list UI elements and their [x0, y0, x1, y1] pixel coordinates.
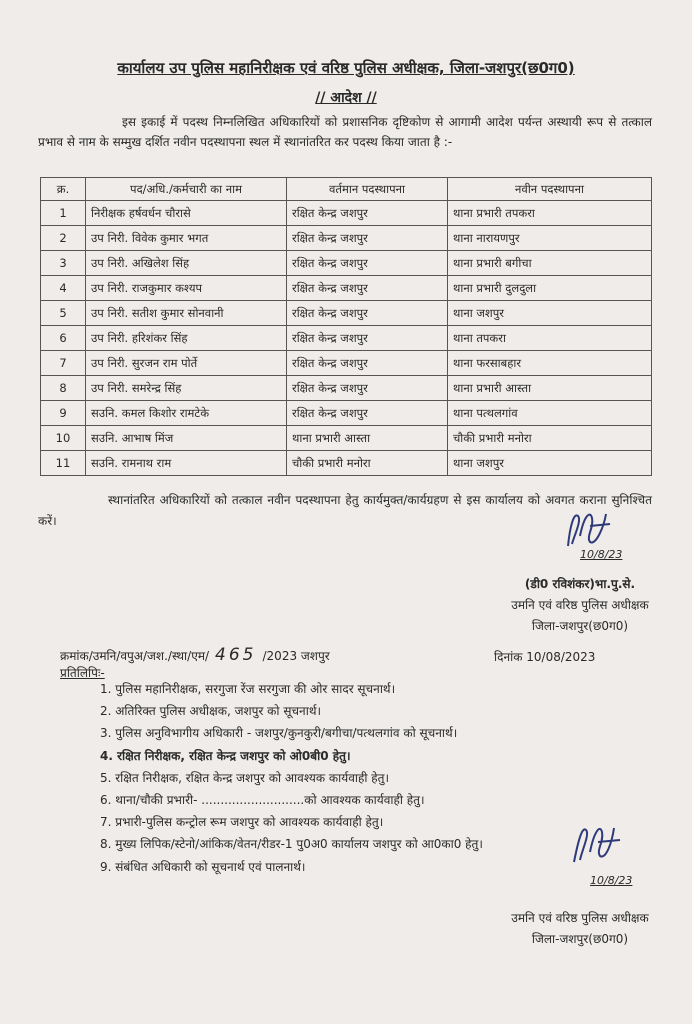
row-sn: 9 — [41, 401, 86, 426]
row-sn: 5 — [41, 301, 86, 326]
row-new: थाना नारायणपुर — [448, 226, 652, 251]
reference-number: 465 — [215, 645, 257, 665]
transfer-table — [40, 177, 652, 476]
row-current: रक्षित केन्द्र जशपुर — [287, 226, 448, 251]
copy-to-list — [80, 678, 600, 878]
order-date: दिनांक 10/08/2023 — [494, 650, 596, 664]
row-new: थाना पत्थलगांव — [448, 401, 652, 426]
signature-date: 10/8/23 — [580, 548, 623, 561]
officer-block — [480, 908, 680, 950]
row-sn: 11 — [41, 451, 86, 476]
row-name: निरीक्षक हर्षवर्धन चौरासे — [86, 201, 287, 226]
row-name: उप निरी. हरिशंकर सिंह — [86, 326, 287, 351]
row-name: सउनि. आभाष मिंज — [86, 426, 287, 451]
officer-name: (डी0 रविशंकर)भा.पु.से. — [524, 577, 636, 591]
header-name: पद/अधि./कर्मचारी का नाम — [86, 178, 287, 201]
table-row — [41, 226, 652, 251]
signature-mark — [568, 820, 638, 868]
table-row — [41, 326, 652, 351]
order-title: // आदेश // — [315, 90, 377, 106]
row-new: थाना जशपुर — [448, 451, 652, 476]
row-current: रक्षित केन्द्र जशपुर — [287, 401, 448, 426]
table-header-row — [41, 178, 652, 201]
row-new: थाना प्रभारी तपकरा — [448, 201, 652, 226]
row-name: उप निरी. सतीश कुमार सोनवानी — [86, 301, 287, 326]
reference-line — [60, 645, 330, 665]
row-name: उप निरी. समरेन्द्र सिंह — [86, 376, 287, 401]
table-row — [41, 301, 652, 326]
intro-paragraph: इस इकाई में पदस्थ निम्नलिखित अधिकारियों को प्रशासनिक दृष्टिकोण से आगामी आदेश पर्यन्त अस्थायी रूप से तत्काल प्रभाव से नाम के सम्मुख दर्शित नवीन पदस्थापना स्थल में स्थानांतरित कर पदस्थ किया जाता है :- — [38, 115, 652, 149]
officer-district: जिला-जशपुर(छ0ग0) — [531, 932, 629, 946]
signature-mark — [560, 506, 630, 554]
header-new: नवीन पदस्थापना — [448, 178, 652, 201]
list-item: 5. रक्षित निरीक्षक, रक्षित केन्द्र जशपुर को आवश्यक कार्यवाही हेतु। — [100, 770, 390, 785]
table-row — [41, 451, 652, 476]
table-row — [41, 426, 652, 451]
row-new: थाना जशपुर — [448, 301, 652, 326]
list-item: 7. प्रभारी-पुलिस कन्ट्रोल रूम जशपुर को आवश्यक कार्यवाही हेतु। — [100, 815, 384, 830]
table-row — [41, 376, 652, 401]
table-row — [41, 351, 652, 376]
row-sn: 10 — [41, 426, 86, 451]
row-name: उप निरी. राजकुमार कश्यप — [86, 276, 287, 301]
officer-designation: उमनि एवं वरिष्ठ पुलिस अधीक्षक — [511, 911, 649, 925]
row-sn: 6 — [41, 326, 86, 351]
header-current: वर्तमान पदस्थापना — [287, 178, 448, 201]
list-item: 8. मुख्य लिपिक/स्टेनो/आंकिक/वेतन/रीडर-1 पु0अ0 कार्यालय जशपुर को आ0का0 हेतु। — [100, 837, 483, 852]
list-item: 6. थाना/चौकी प्रभारी- ...........................को आवश्यक कार्यवाही हेतु। — [100, 793, 425, 808]
list-item: 3. पुलिस अनुविभागीय अधिकारी - जशपुर/कुनकुरी/बगीचा/पत्थलगांव को सूचनार्थ। — [100, 726, 458, 741]
officer-district: जिला-जशपुर(छ0ग0) — [531, 619, 629, 633]
row-current: रक्षित केन्द्र जशपुर — [287, 301, 448, 326]
row-new: थाना प्रभारी बगीचा — [448, 251, 652, 276]
row-current: रक्षित केन्द्र जशपुर — [287, 201, 448, 226]
row-sn: 7 — [41, 351, 86, 376]
row-new: थाना प्रभारी आस्ता — [448, 376, 652, 401]
reference-prefix: क्रमांक/उमनि/वपुअ/जश./स्था/एम/ — [60, 649, 210, 663]
table-row — [41, 401, 652, 426]
row-current: चौकी प्रभारी मनोरा — [287, 451, 448, 476]
row-new: थाना तपकरा — [448, 326, 652, 351]
row-current: रक्षित केन्द्र जशपुर — [287, 351, 448, 376]
row-name: उप निरी. विवेक कुमार भगत — [86, 226, 287, 251]
officer-designation: उमनि एवं वरिष्ठ पुलिस अधीक्षक — [511, 598, 649, 612]
row-sn: 1 — [41, 201, 86, 226]
row-name: उप निरी. सुरजन राम पोर्ते — [86, 351, 287, 376]
list-item: 4. रक्षित निरीक्षक, रक्षित केन्द्र जशपुर को ओ0बी0 हेतु। — [100, 748, 351, 763]
row-name: सउनि. कमल किशोर रामटेके — [86, 401, 287, 426]
row-sn: 3 — [41, 251, 86, 276]
row-new: थाना फरसाबहार — [448, 351, 652, 376]
row-current: रक्षित केन्द्र जशपुर — [287, 251, 448, 276]
row-sn: 8 — [41, 376, 86, 401]
office-heading: कार्यालय उप पुलिस महानिरीक्षक एवं वरिष्ठ पुलिस अधीक्षक, जिला-जशपुर(छ0ग0) — [117, 59, 575, 77]
row-current: रक्षित केन्द्र जशपुर — [287, 376, 448, 401]
list-item: 2. अतिरिक्त पुलिस अधीक्षक, जशपुर को सूचनार्थ। — [100, 704, 322, 719]
list-item: 1. पुलिस महानिरीक्षक, सरगुजा रेंज सरगुजा की ओर सादर सूचनार्थ। — [100, 682, 396, 696]
table-body — [41, 201, 652, 476]
list-item: 9. संबंधित अधिकारी को सूचनार्थ एवं पालनार्थ। — [100, 859, 306, 874]
closing-paragraph: स्थानांतरित अधिकारियों को तत्काल नवीन पदस्थापना हेतु कार्यमुक्त/कार्यग्रहण से इस कार्यालय को अवगत कराना सुनिश्चित करें। — [38, 493, 652, 528]
copy-to-label: प्रतिलिपिः- — [60, 666, 105, 680]
table-row — [41, 251, 652, 276]
reference-suffix: /2023 जशपुर — [262, 649, 330, 663]
signature-date: 10/8/23 — [590, 874, 633, 887]
row-name: सउनि. रामनाथ राम — [86, 451, 287, 476]
row-current: रक्षित केन्द्र जशपुर — [287, 326, 448, 351]
row-name: उप निरी. अखिलेश सिंह — [86, 251, 287, 276]
header-sn: क्र. — [41, 178, 86, 201]
row-current: थाना प्रभारी आस्ता — [287, 426, 448, 451]
row-new: थाना प्रभारी दुलदुला — [448, 276, 652, 301]
table-row — [41, 276, 652, 301]
row-sn: 4 — [41, 276, 86, 301]
officer-block — [480, 574, 680, 637]
row-sn: 2 — [41, 226, 86, 251]
row-current: रक्षित केन्द्र जशपुर — [287, 276, 448, 301]
table-row — [41, 201, 652, 226]
row-new: चौकी प्रभारी मनोरा — [448, 426, 652, 451]
